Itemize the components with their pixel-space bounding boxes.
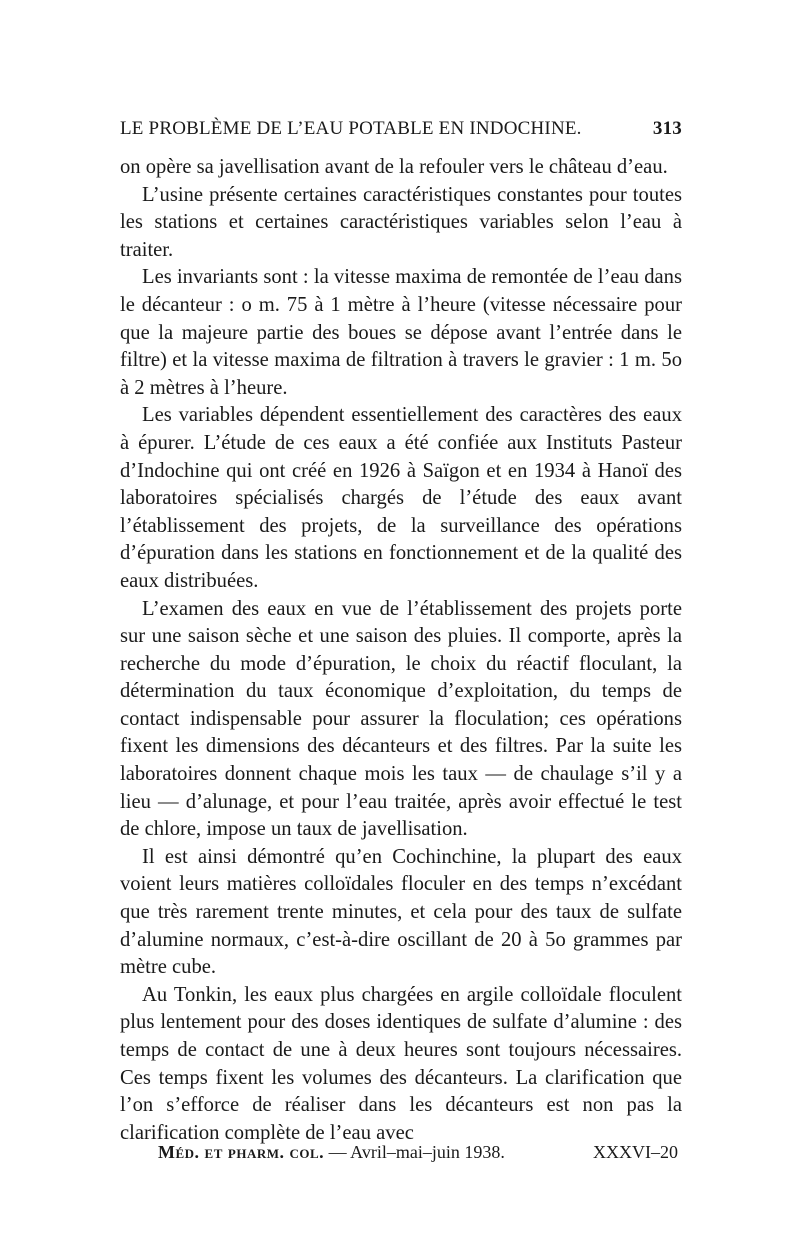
page-number: 313 (652, 118, 682, 139)
running-title: LE PROBLÈME DE L’EAU POTABLE EN INDOCHINE. (120, 118, 582, 139)
paragraph: L’usine présente certaines caractéristiques constantes pour toutes les stations et certaines caractéristiques variables selon l’eau à traiter. (120, 183, 682, 261)
paragraph: Les invariants sont : la vitesse maxima de remontée de l’eau dans le décanteur : o m. 75 à 1 mètre à l’heure (vitesse nécessaire pour que la majeure partie des boues se dépose avant l’entrée dans le filtre) et la vitesse maxima de filtration à travers le gravier : 1 m. 5o à 2 mètres à l’heure. (120, 266, 682, 399)
paragraph: Au Tonkin, les eaux plus chargées en argile colloïdale floculent plus lentement pour des doses identiques de sulfate d’alumine : des temps de contact de une à deux heures sont toujours nécessaires. Ces temps fixent les volumes des décanteurs. La clarification que l’on s’efforce de réaliser dans les décanteurs est non pas la clarification complète de l’eau avec (120, 983, 682, 1144)
running-header (120, 118, 682, 140)
signature-mark: XXXVI–20 (593, 1142, 678, 1162)
paragraph: on opère sa javellisation avant de la refouler vers le château d’eau. (120, 156, 668, 178)
journal-name: Méd. et pharm. col. (158, 1142, 325, 1162)
body-text (120, 154, 682, 1147)
paragraph: Les variables dépendent essentiellement des caractères des eaux à épurer. L’étude de ces eaux a été confiée aux Instituts Pasteur d’Indochine qui ont créé en 1926 à Saïgon et en 1934 à Hanoï des laboratoires spécialisés chargés de l’étude des eaux avant l’établissement des projets, de la surveillance des opérations d’épuration dans les stations en fonctionnement et de la qualité des eaux distribuées. (120, 404, 682, 592)
footer-citation (158, 1142, 505, 1163)
paragraph: L’examen des eaux en vue de l’établissement des projets porte sur une saison sèche et une saison des pluies. Il comporte, après la recherche du mode d’épuration, le choix du réactif floculant, la détermination du taux économique d’exploitation, du temps de contact indispensable pour assurer la floculation; ces opérations fixent les dimensions des décanteurs et des filtres. Par la suite les laboratoires donnent chaque mois les taux — de chaulage s’il y a lieu — d’alunage, et pour l’eau traitée, après avoir effectué le test de chlore, impose un taux de javellisation. (120, 597, 682, 841)
journal-issue: — Avril–mai–juin 1938. (328, 1142, 505, 1162)
paragraph: Il est ainsi démontré qu’en Cochinchine, la plupart des eaux voient leurs matières colloïdales floculer en des temps n’excédant que très rarement trente minutes, et cela pour des taux de sulfate d’alumine normaux, c’est-à-dire oscillant de 20 à 5o grammes par mètre cube. (120, 845, 682, 979)
page-footer (158, 1142, 678, 1163)
